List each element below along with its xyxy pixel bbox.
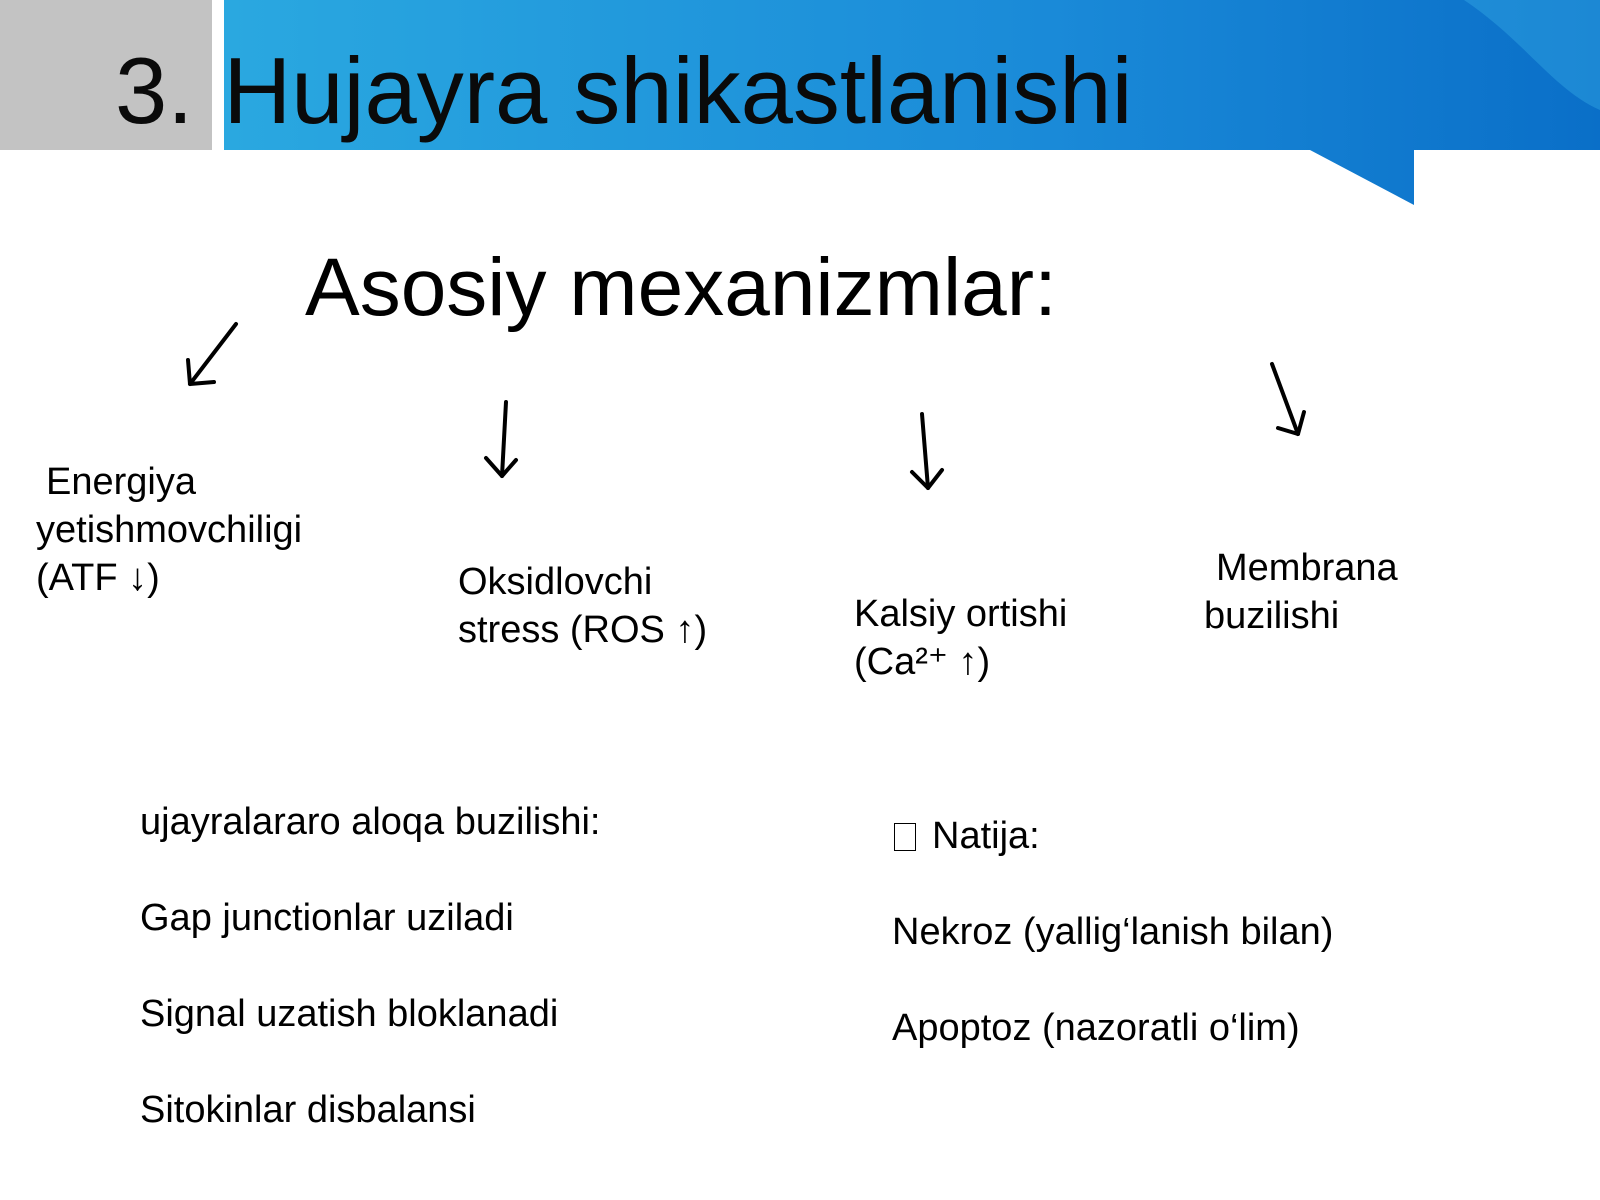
- arrow-down-icon: [904, 410, 948, 496]
- result-heading-text: Natija:: [932, 815, 1040, 857]
- slide-number: 3.: [115, 38, 194, 143]
- list-heading: ujayralararo aloqa buzilishi:: [140, 801, 601, 843]
- checkbox-icon: [894, 823, 916, 851]
- mechanism-line: Energiya: [46, 461, 196, 503]
- slide-title-text: Hujayra shikastlanishi: [223, 38, 1133, 143]
- mechanism-oxidative-stress: [458, 558, 707, 654]
- mechanism-energy: [36, 458, 302, 602]
- mechanism-calcium: [854, 590, 1067, 686]
- mechanism-line: Kalsiy ortishi: [854, 593, 1068, 635]
- arrow-down-right-icon: [1264, 360, 1314, 442]
- arrow-down-left-icon: [178, 318, 248, 394]
- list-item: Signal uzatish bloklanadi: [140, 993, 559, 1035]
- mechanism-line: stress (ROS ↑): [458, 609, 708, 651]
- mechanism-line: Membrana: [1216, 547, 1398, 589]
- list-item: Gap junctionlar uziladi: [140, 897, 514, 939]
- mechanism-line: yetishmovchiligi: [36, 509, 303, 551]
- mechanism-line: (ATF ↓): [36, 557, 160, 599]
- arrow-down-icon: [482, 398, 526, 484]
- mechanism-membrane: [1204, 544, 1398, 640]
- result-heading: [894, 812, 1040, 860]
- mechanism-line: Oksidlovchi: [458, 561, 653, 603]
- mechanism-line: buzilishi: [1204, 595, 1340, 637]
- list-item: Nekroz (yallig‘lanish bilan): [892, 911, 1334, 953]
- slide-title: [115, 36, 1132, 146]
- list-item: Sitokinlar disbalansi: [140, 1089, 476, 1131]
- mechanism-line: (Ca²⁺ ↑): [854, 641, 991, 683]
- subtitle: Asosiy mexanizmlar:: [305, 242, 1057, 333]
- list-item: Apoptoz (nazoratli o‘lim): [892, 1007, 1300, 1049]
